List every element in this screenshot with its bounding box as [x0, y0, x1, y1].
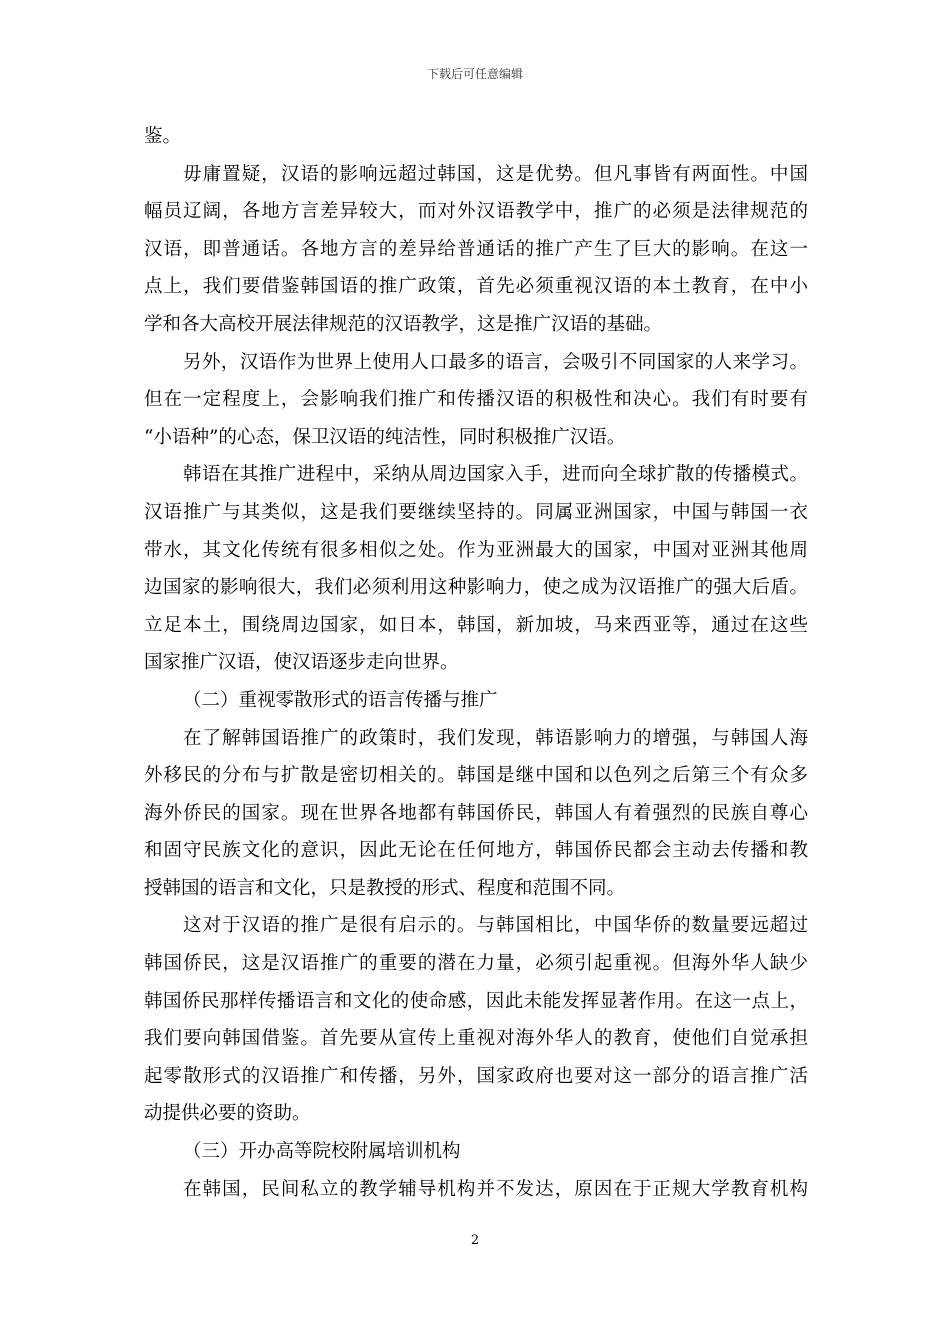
document-body	[144, 118, 808, 1208]
text-line: 带水，其文化传统有很多相似之处。作为亚洲最大的国家，中国对亚洲其他周	[144, 539, 808, 561]
text-line: “小语种”的心态，保卫汉语的纯洁性，同时积极推广汉语。	[144, 426, 626, 448]
page-header: 下载后可任意编辑	[426, 67, 523, 81]
text-line: 这对于汉语的推广是很有启示的。与韩国相比，中国华侨的数量要远超过	[183, 915, 808, 937]
text-line: 在韩国，民间私立的教学辅导机构并不发达，原因在于正规大学教育机构	[183, 1178, 808, 1200]
text-line: 汉语，即普通话。各地方言的差异给普通话的推广产生了巨大的影响。在这一	[144, 238, 808, 260]
text-line: 毋庸置疑，汉语的影响远超过韩国，这是优势。但凡事皆有两面性。中国	[183, 163, 808, 185]
text-line: 立足本土，围绕周边国家，如日本，韩国，新加坡，马来西亚等，通过在这些	[144, 614, 808, 636]
page-number: 2	[470, 1233, 480, 1248]
text-line: 授韩国的语言和文化，只是教授的形式、程度和范围不同。	[144, 877, 626, 899]
text-line: 国家推广汉语，使汉语逐步走向世界。	[144, 652, 459, 674]
text-line: 边国家的影响很大，我们必须利用这种影响力，使之成为汉语推广的强大后盾。	[144, 577, 808, 599]
text-line: 韩国侨民那样传播语言和文化的使命感，因此未能发挥显著作用。在这一点上，	[144, 990, 808, 1012]
section-heading: （三）开办高等院校附属培训机构	[183, 1141, 461, 1163]
text-line: 我们要向韩国借鉴。首先要从宣传上重视对海外华人的教育，使他们自觉承担	[144, 1028, 808, 1050]
text-line: 起零散形式的汉语推广和传播，另外，国家政府也要对这一部分的语言推广活	[144, 1065, 808, 1087]
text-line: 汉语推广与其类似，这是我们要继续坚持的。同属亚洲国家，中国与韩国一衣	[144, 501, 808, 523]
text-line: 动提供必要的资助。	[144, 1103, 311, 1125]
text-line: 点上，我们要借鉴韩国语的推广政策，首先必须重视汉语的本土教育，在中小	[144, 276, 808, 298]
text-line: 和固守民族文化的意识，因此无论在任何地方，韩国侨民都会主动去传播和教	[144, 840, 808, 862]
text-line: 韩语在其推广进程中，采纳从周边国家入手，进而向全球扩散的传播模式。	[183, 464, 808, 486]
text-line: 另外，汉语作为世界上使用人口最多的语言，会吸引不同国家的人来学习。	[183, 351, 808, 373]
text-line: 外移民的分布与扩散是密切相关的。韩国是继中国和以色列之后第三个有众多	[144, 765, 808, 787]
text-line: 学和各大高校开展法律规范的汉语教学，这是推广汉语的基础。	[144, 313, 663, 335]
text-line: 在了解韩国语推广的政策时，我们发现，韩语影响力的增强，与韩国人海	[183, 727, 808, 749]
text-line: 幅员辽阔，各地方言差异较大，而对外汉语教学中，推广的必须是法律规范的	[144, 201, 808, 223]
text-line: 鉴。	[144, 126, 182, 147]
text-line: 韩国侨民，这是汉语推广的重要的潜在力量，必须引起重视。但海外华人缺少	[144, 953, 808, 975]
text-line: 海外侨民的国家。现在世界各地都有韩国侨民，韩国人有着强烈的民族自尊心	[144, 802, 808, 824]
section-heading: （二）重视零散形式的语言传播与推广	[183, 689, 498, 711]
text-line: 但在一定程度上，会影响我们推广和传播汉语的积极性和决心。我们有时要有	[144, 389, 808, 411]
